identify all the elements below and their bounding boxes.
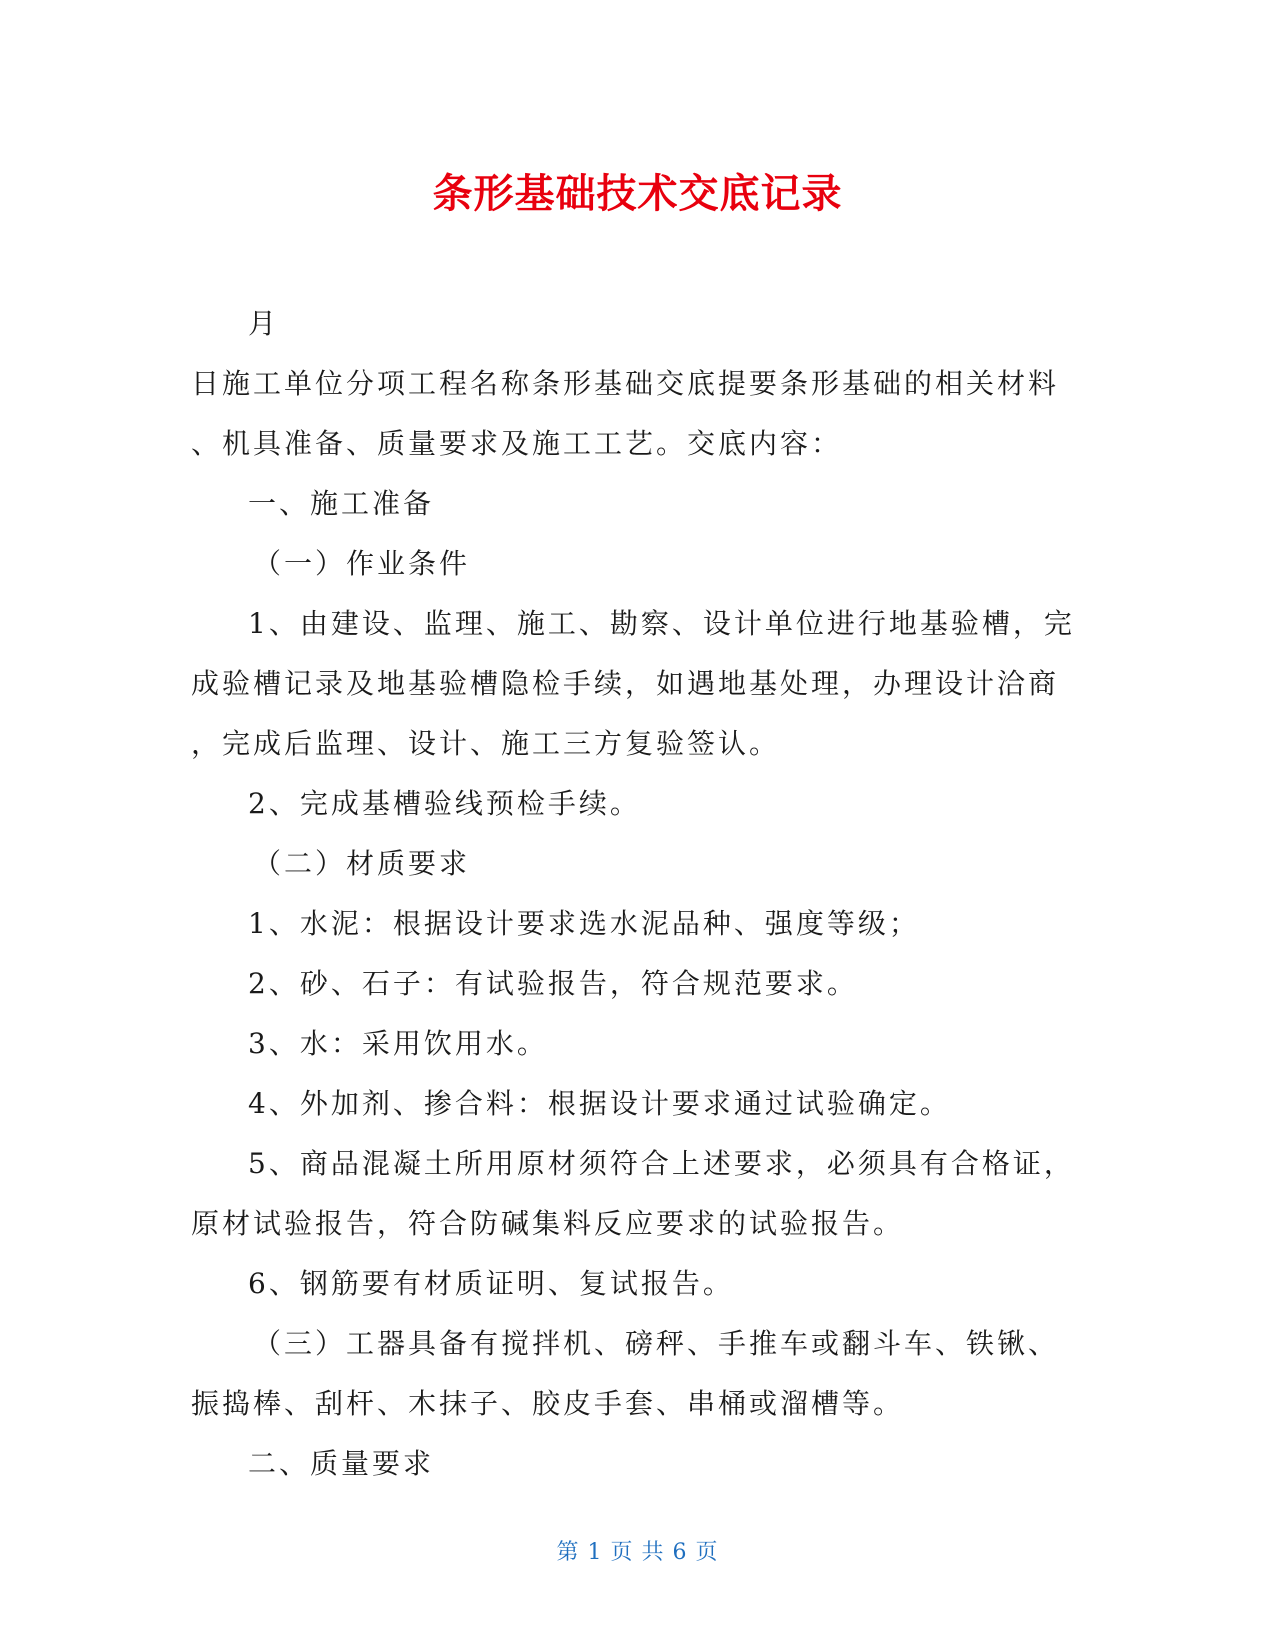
- subsection-heading: （三）工器具备有搅拌机、磅秤、手推车或翻斗车、铁锹、: [253, 1327, 1060, 1360]
- document-title: 条形基础技术交底记录: [432, 171, 843, 217]
- text-line: 6、钢筋要有材质证明、复试报告。: [248, 1267, 734, 1300]
- subsection-heading: （一）作业条件: [253, 547, 471, 580]
- text-line: 2、完成基槽验线预检手续。: [248, 787, 641, 820]
- text-line: 月: [248, 307, 280, 340]
- text-line: 、机具准备、质量要求及施工工艺。交底内容：: [191, 427, 843, 460]
- text-line: 5、商品混凝土所用原材须符合上述要求，必须具有合格证，: [248, 1147, 1075, 1180]
- section-heading: 一、施工准备: [248, 487, 435, 520]
- text-line: ，完成后监理、设计、施工三方复验签认。: [191, 727, 781, 760]
- document-body: [191, 294, 1081, 1494]
- text-line: 1、由建设、监理、施工、勘察、设计单位进行地基验槽，完: [248, 607, 1075, 640]
- text-line: 成验槽记录及地基验槽隐检手续，如遇地基处理，办理设计洽商: [191, 667, 1060, 700]
- text-line: 日施工单位分项工程名称条形基础交底提要条形基础的相关材料: [191, 367, 1060, 400]
- section-heading: 二、质量要求: [248, 1447, 435, 1480]
- text-line: 振捣棒、刮杆、木抹子、胶皮手套、串桶或溜槽等。: [191, 1387, 905, 1420]
- text-line: 3、水：采用饮用水。: [248, 1027, 548, 1060]
- text-line: 1、水泥：根据设计要求选水泥品种、强度等级；: [248, 907, 920, 940]
- text-line: 4、外加剂、掺合料：根据设计要求通过试验确定。: [248, 1087, 951, 1120]
- text-line: 2、砂、石子：有试验报告，符合规范要求。: [248, 967, 858, 1000]
- subsection-heading: （二）材质要求: [253, 847, 471, 880]
- page-footer: 第 1 页 共 6 页: [556, 1540, 719, 1565]
- text-line: 原材试验报告，符合防碱集料反应要求的试验报告。: [191, 1207, 905, 1240]
